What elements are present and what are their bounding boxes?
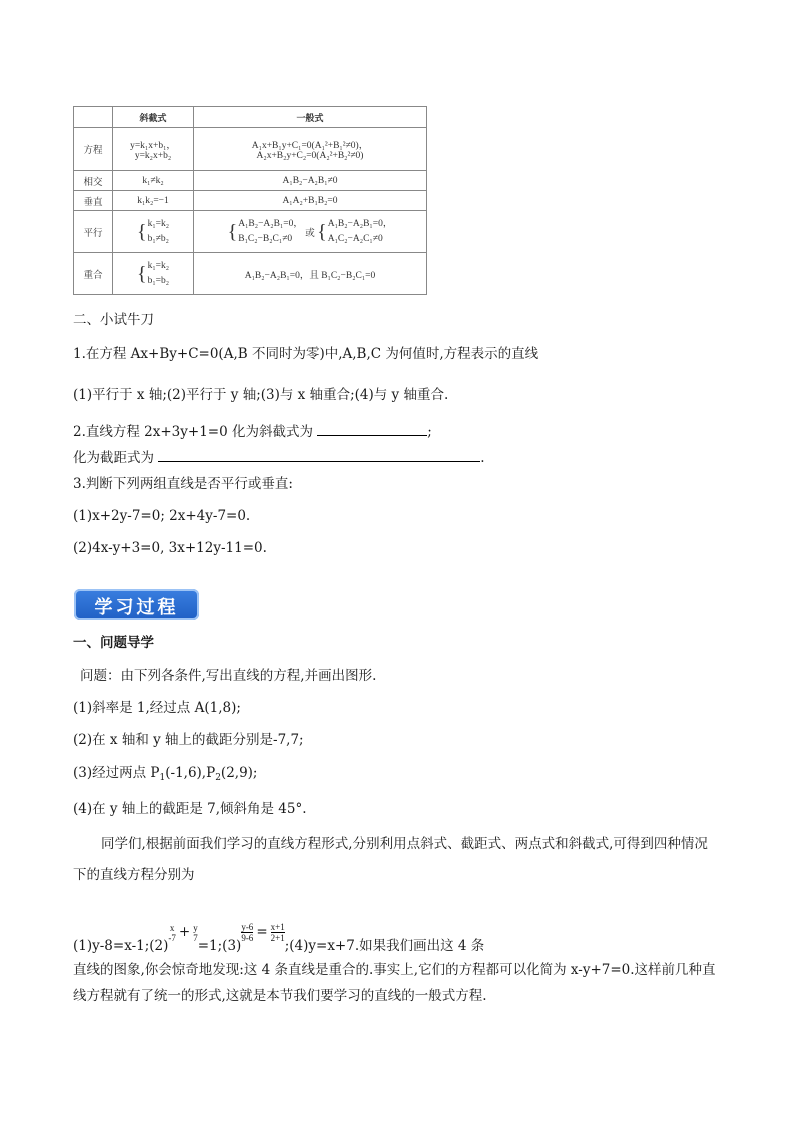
fraction (193, 923, 198, 943)
stack (328, 217, 393, 247)
cell-line: A₁x+B₁y+C₁=0(A₁²+B₁²≠0)， (251, 141, 369, 151)
denominator: 2+1 (270, 933, 285, 943)
table-header-cell: 斜截式 (113, 107, 194, 128)
banner-label: 学习过程 (94, 597, 179, 618)
row-label: 垂直 (74, 191, 113, 211)
or-label: 或 (305, 227, 315, 239)
subscript: 1 (159, 773, 166, 783)
slope-form-cell (113, 128, 194, 171)
answer-blank[interactable] (317, 421, 427, 436)
text: (1)y-8=x-1;(2) (73, 938, 169, 954)
equals: = (256, 924, 268, 940)
row-label: 重合 (74, 253, 113, 295)
slope-form-cell (113, 211, 194, 253)
question-3-item-2: (2)4x-y+3=0, 3x+12y-11=0. (73, 540, 267, 556)
paragraph-line: 下的直线方程分别为 (73, 867, 195, 883)
stack (238, 217, 303, 247)
question-text: 2.直线方程 2x+3y+1=0 化为斜截式为 (73, 424, 313, 440)
row-label: 平行 (74, 211, 113, 253)
paragraph-line: 线方程就有了统一的形式,这就是本节我们要学习的直线的一般式方程. (73, 988, 487, 1004)
subscript: 2 (215, 773, 221, 783)
paragraph-line: 直线的图象,你会惊奇地发现:这 4 条直线是重合的.事实上,它们的方程都可以化简为 x-y+7=0.这样前几种直 (73, 962, 716, 978)
denominator: 7 (193, 932, 198, 943)
section-title: 二、小试牛刀 (73, 312, 154, 328)
cell-line: A₂x+B₂y+C₂=0(A₂²+B₂²≠0) (256, 151, 364, 161)
cell-line: A₁C₂−A₂C₁≠0 (327, 233, 383, 244)
table-row (74, 211, 427, 253)
question-2-a (73, 421, 432, 441)
guide-title: 一、问题导学 (73, 635, 154, 651)
general-form-cell: A₁A₂+B₁B₂=0 (194, 191, 427, 211)
brace-icon: { (227, 220, 238, 243)
problem-statement: 问题：由下列各条件,写出直线的方程,并画出图形. (80, 668, 377, 684)
cell-line: k₁=k₂ (147, 260, 170, 271)
fraction (168, 923, 176, 943)
denominator: -7 (168, 932, 176, 943)
plus: + (178, 924, 191, 940)
cell-line: y=k₂x+b₂ (134, 151, 172, 161)
table-header-row (74, 107, 427, 128)
table-row (74, 253, 427, 295)
brace-icon: { (136, 262, 147, 285)
cell-line: y=k₁x+b₁， (130, 141, 176, 151)
fraction (241, 922, 253, 943)
question-text: 化为截距式为 (73, 450, 154, 466)
question-1-parts: (1)平行于 x 轴;(2)平行于 y 轴;(3)与 x 轴重合;(4)与 y 轴重合. (73, 387, 449, 403)
paragraph-line: 同学们,根据前面我们学习的直线方程形式,分别利用点斜式、截距式、两点式和斜截式,可得到四种情况 (101, 836, 708, 852)
problem-item-2: (2)在 x 轴和 y 轴上的截距分别是-7,7; (73, 732, 304, 748)
question-2-b (73, 447, 485, 467)
table-row (74, 191, 427, 211)
table-row (74, 128, 427, 171)
numerator: y (193, 922, 198, 933)
table-header-cell (74, 107, 113, 128)
slope-form-cell: k₁≠k₂ (113, 171, 194, 191)
slope-form-cell: k₁k₂=−1 (113, 191, 194, 211)
slope-form-cell (113, 253, 194, 295)
punctuation: ; (427, 424, 432, 440)
comparison-table (73, 106, 427, 295)
question-1: 1.在方程 Ax+By+C=0(A,B 不同时为零)中,A,B,C 为何值时,方程表示的直线 (73, 346, 539, 362)
general-form-cell (194, 211, 427, 253)
general-form-cell: A₁B₂−A₂B₁≠0 (194, 171, 427, 191)
question-3: 3.判断下列两组直线是否平行或垂直: (73, 476, 293, 492)
denominator: 9-6 (241, 933, 254, 943)
problem-item-3 (73, 764, 257, 787)
stack (148, 217, 169, 247)
table-header-cell: 一般式 (194, 107, 427, 128)
cell-line: A₁B₂−A₂B₁=0， (327, 218, 393, 229)
cell-line: b₁=b₂ (147, 275, 170, 286)
text: (2,9); (220, 765, 258, 781)
cell-line: b₁≠b₂ (147, 233, 169, 244)
stack (148, 259, 169, 289)
table-row (74, 171, 427, 191)
cell-line: B₁C₂−B₂C₁≠0 (238, 233, 293, 244)
text: (-1,6),P (165, 765, 216, 781)
numerator: x+1 (270, 922, 285, 932)
fraction (271, 922, 285, 943)
brace-icon: { (317, 220, 327, 243)
brace-icon: { (136, 220, 147, 243)
text: (3)经过两点 P (73, 765, 160, 781)
problem-item-1: (1)斜率是 1,经过点 A(1,8); (73, 700, 241, 716)
general-form-cell: A₁B₂−A₂B₁=0，且 B₁C₂−B₂C₁=0 (194, 253, 427, 295)
problem-item-4: (4)在 y 轴上的截距是 7,倾斜角是 45°. (73, 801, 307, 817)
cell-line: A₁B₂−A₂B₁=0， (238, 218, 303, 229)
numerator: x (169, 922, 175, 933)
row-label: 相交 (74, 171, 113, 191)
general-form-cell (194, 128, 427, 171)
punctuation: . (480, 450, 485, 466)
text: =1;(3) (197, 938, 242, 954)
answer-blank[interactable] (158, 447, 480, 462)
numerator: y-6 (241, 922, 254, 932)
text: ;(4)y=x+7.如果我们画出这 4 条 (284, 938, 485, 954)
section-banner (74, 589, 199, 620)
cell-line: k₁=k₂ (147, 218, 170, 229)
question-3-item-1: (1)x+2y-7=0; 2x+4y-7=0. (73, 508, 251, 524)
row-label: 方程 (74, 128, 113, 171)
equations-line (73, 918, 484, 960)
